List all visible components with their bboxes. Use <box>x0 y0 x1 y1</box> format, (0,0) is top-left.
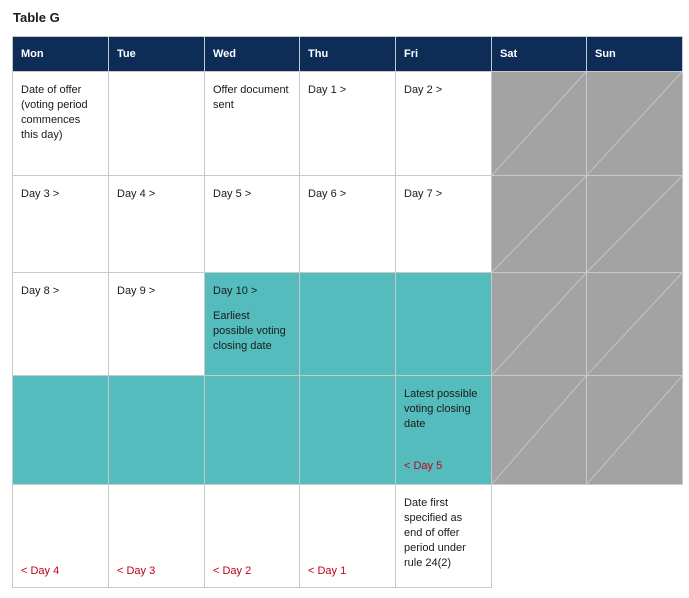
table-row <box>13 72 683 176</box>
cell-r5-tue <box>109 485 205 588</box>
header-mon: Mon <box>13 37 109 72</box>
empty-cell <box>587 485 683 588</box>
cell-text: Day 5 > <box>213 188 252 200</box>
cell-r1-mon <box>13 72 109 176</box>
cell-text: Day 8 > <box>21 285 60 297</box>
header-wed: Wed <box>205 37 300 72</box>
weekend-cell <box>587 376 683 485</box>
countdown-label: < Day 5 <box>404 460 443 472</box>
cell-text: Day 7 > <box>404 188 443 200</box>
cell-text: Day 1 > <box>308 84 347 96</box>
weekend-cell <box>587 273 683 376</box>
cell-text: Date of offer (voting period commences this day) <box>21 84 88 141</box>
cell-r1-fri <box>396 72 492 176</box>
cell-r2-mon <box>13 176 109 273</box>
cell-r2-wed <box>205 176 300 273</box>
cell-r4-thu <box>300 376 396 485</box>
header-sat: Sat <box>492 37 587 72</box>
cell-text: Day 3 > <box>21 188 60 200</box>
cell-r3-tue <box>109 273 205 376</box>
header-tue: Tue <box>109 37 205 72</box>
weekend-cell <box>492 376 587 485</box>
cell-r2-tue <box>109 176 205 273</box>
earliest-closing-note: Earliest possible voting closing date <box>213 310 286 352</box>
cell-text: Day 9 > <box>117 285 156 297</box>
cell-r1-wed <box>205 72 300 176</box>
cell-text: Offer document sent <box>213 84 289 111</box>
header-thu: Thu <box>300 37 396 72</box>
table-row <box>13 176 683 273</box>
countdown-label: < Day 1 <box>308 565 347 577</box>
cell-text: Day 2 > <box>404 84 443 96</box>
cell-r4-wed <box>205 376 300 485</box>
cell-r5-thu <box>300 485 396 588</box>
countdown-label: < Day 2 <box>213 565 252 577</box>
cell-r4-mon <box>13 376 109 485</box>
cell-r2-fri <box>396 176 492 273</box>
offer-period-end-note: Date first specified as end of offer period under rule 24(2) <box>404 497 466 569</box>
cell-r3-thu <box>300 273 396 376</box>
cell-r2-thu <box>300 176 396 273</box>
weekend-cell <box>492 72 587 176</box>
cell-r4-fri <box>396 376 492 485</box>
table-title: Table G <box>13 10 60 25</box>
table-row <box>13 485 683 588</box>
cell-r5-fri <box>396 485 492 588</box>
cell-r5-mon <box>13 485 109 588</box>
calendar-table <box>12 36 683 588</box>
countdown-label: < Day 4 <box>21 565 60 577</box>
weekend-cell <box>587 72 683 176</box>
header-sun: Sun <box>587 37 683 72</box>
countdown-label: < Day 3 <box>117 565 156 577</box>
weekend-cell <box>492 176 587 273</box>
empty-cell <box>492 485 587 588</box>
cell-r3-fri <box>396 273 492 376</box>
cell-text: Day 6 > <box>308 188 347 200</box>
header-fri: Fri <box>396 37 492 72</box>
cell-r3-wed <box>205 273 300 376</box>
latest-closing-note: Latest possible voting closing date <box>404 388 478 430</box>
table-row <box>13 273 683 376</box>
cell-r4-tue <box>109 376 205 485</box>
cell-r1-tue <box>109 72 205 176</box>
cell-text: Day 10 > <box>213 285 258 297</box>
cell-r5-wed <box>205 485 300 588</box>
weekend-cell <box>587 176 683 273</box>
table-row <box>13 376 683 485</box>
cell-r1-thu <box>300 72 396 176</box>
cell-r3-mon <box>13 273 109 376</box>
weekend-cell <box>492 273 587 376</box>
header-row <box>13 37 683 72</box>
cell-text: Day 4 > <box>117 188 156 200</box>
